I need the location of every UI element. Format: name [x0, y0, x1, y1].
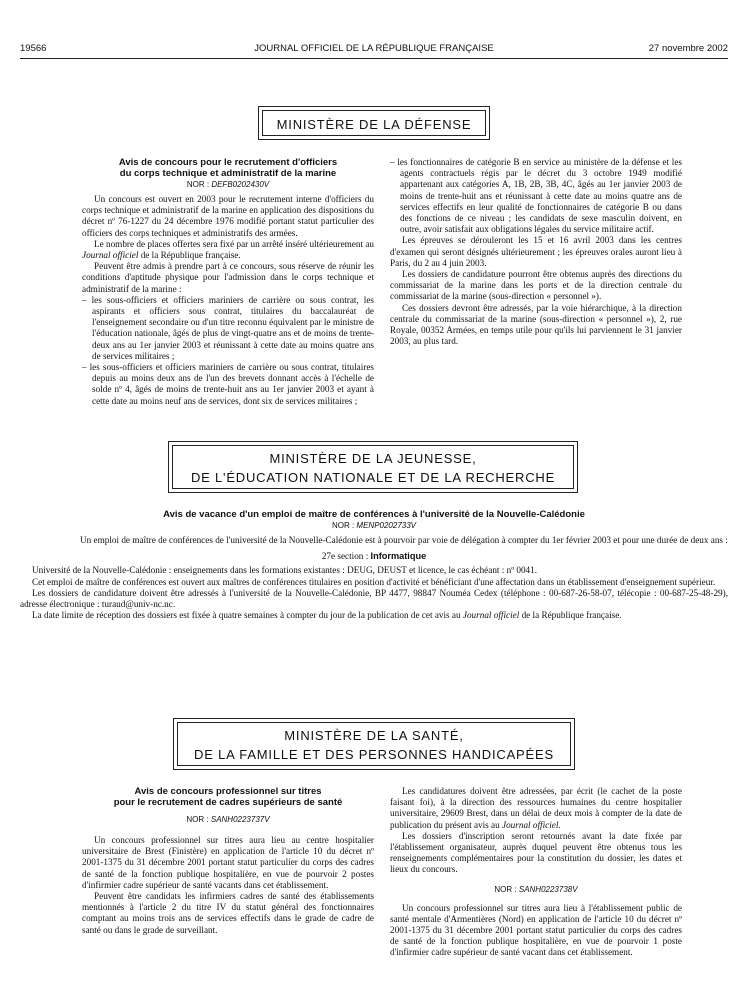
defense-paragraph: Le nombre de places offertes sera fixé par un arrêté inséré ultérieurement au Journal officiel de la République française.	[82, 238, 374, 261]
page-header	[20, 43, 728, 57]
defense-paragraph: Les épreuves se dérouleront les 15 et 16 avril 2003 dans les centres d'examen qui seront désignés ultérieurement ; les épreuves orales auront lieu à Paris, du 2 au 4 juin 2003.	[390, 235, 682, 268]
ministry-defense-box	[258, 106, 490, 140]
jeunesse-paragraph: Un emploi de maître de conférences de l'université de la Nouvelle-Calédonie est à pourvoir par voie de délégation à compter du 1er février 2003 et pour une durée de deux ans :	[80, 535, 728, 545]
sante-notice-title: Avis de concours professionnel sur titres pour le recrutement de cadres supérieurs de santé	[113, 786, 343, 808]
jeunesse-paragraph: Cet emploi de maître de conférences est ouvert aux maîtres de conférences titulaires en position d'activité et bénéficiant d'une affectation dans un établissement d'enseignement supérieur.	[32, 576, 716, 587]
ministry-jeunesse-title-line1: MINISTÈRE DE LA JEUNESSE,	[269, 451, 477, 466]
ministry-sante-title-line2: DE LA FAMILLE ET DES PERSONNES HANDICAPÉES	[194, 747, 554, 762]
defense-notice-title: Avis de concours pour le recrutement d'officiers du corps technique et administratif de la marine	[118, 157, 338, 179]
sante-paragraph: Un concours professionnel sur titres aura lieu à l'établissement public de santé mentale d'Armentières (Nord) en application de l'article 10 du décret nº 2001-1375 du 31 décembre 2001 portant statut particulier du corps des cadres de santé de la fonction publique hospitalière, en vue de pourvoir 1 poste d'infirmier cadre supérieur de santé vacant dans cet établissement.	[390, 902, 682, 958]
defense-column-right	[390, 157, 682, 347]
defense-column-left	[82, 157, 374, 406]
jeunesse-notice-title: Avis de vacance d'un emploi de maître de conférences à l'université de la Nouvelle-Calédonie	[163, 509, 585, 520]
defense-paragraph: Les dossiers de candidature pourront être obtenus auprès des directions du commissariat de la marine dans les ports et de la direction centrale du commissariat de la marine (sous-direction « personnel »).	[390, 269, 682, 302]
issue-date: 27 novembre 2002	[648, 43, 728, 54]
ministry-jeunesse-box	[168, 441, 578, 493]
defense-nor: NOR : DEFB0202430V	[186, 180, 270, 189]
jeunesse-section	[20, 509, 728, 621]
sante-nor: NOR : SANH0223737V	[186, 815, 270, 824]
journal-title: JOURNAL OFFICIEL DE LA RÉPUBLIQUE FRANÇAISE	[254, 43, 494, 54]
sante-nor-2: NOR : SANH0223738V	[494, 884, 578, 894]
ministry-defense-title: MINISTÈRE DE LA DÉFENSE	[276, 117, 472, 132]
sante-paragraph: Les candidatures doivent être adressées, par écrit (le cachet de la poste faisant foi), à la direction des ressources humaines du centre hospitalier universitaire, 29609 Brest, dans un délai de deux mois à compter de la date de publication du présent avis au Journal officiel.	[390, 786, 682, 830]
jeunesse-paragraph: La date limite de réception des dossiers est fixée à quatre semaines à compter du jour de la publication de cet avis au Journal officiel de la République française.	[32, 610, 622, 621]
jeunesse-section-heading: 27e section : Informatique	[321, 551, 427, 562]
sante-column-left	[82, 786, 374, 936]
sante-column-right	[390, 786, 682, 959]
defense-list-item: – les sous-officiers et officiers mariniers de carrière ou sous contrat, les aspirants et officiers sous contrat, titulaires du baccalauréat de l'enseignement secondaire ou d'un titre reconnu équivalent par le ministre de l'éducation nationale, âgés de plus de vingt-quatre ans et de moins de trente-deux ans au 1er janvier 2003 et réunissant à cette date au moins quatre ans de services militaires ;	[82, 294, 374, 361]
defense-list-item: – les fonctionnaires de catégorie B en service au ministère de la défense et les agents contractuels régis par le décret du 3 octobre 1949 modifié appartenant aux catégories A, 1B, 2B, 3B, 4C, âgés au 1er janvier 2003 de moins de trente-huit ans et réunissant à cette date au moins quatre ans de services effectifs en leur qualité de fonctionnaires de catégorie B ou dans des fonctions de ce niveau ; les candidats de sexe masculin doivent, en outre, avoir satisfait aux obligations légales du service militaire actif.	[390, 157, 682, 235]
defense-list-item: – les sous-officiers et officiers mariniers de carrière ou sous contrat, titulaires depuis au moins deux ans de l'un des brevets donnant accès à l'échelle de solde nº 4, âgés de moins de trente-huit ans au 1er janvier 2003 et ayant à cette date au moins neuf ans de services, dont six de services militaires ;	[82, 362, 374, 406]
jeunesse-nor: NOR : MENP0202733V	[331, 521, 417, 530]
page-number: 19566	[20, 43, 47, 54]
ministry-sante-box	[173, 718, 575, 770]
jeunesse-paragraph: Université de la Nouvelle-Calédonie : enseignements dans les formations existantes : DEUG, DEUST et licence, le cas échéant : nº 0041.	[32, 565, 538, 576]
ministry-sante-title-line1: MINISTÈRE DE LA SANTÉ,	[284, 728, 464, 743]
sante-paragraph: Les dossiers d'inscription seront retournés avant la date fixée par l'établissement organisateur, auprès duquel peuvent être obtenus tous les renseignements complémentaires pour la constitution du dossier, les dates et lieux du concours.	[390, 830, 682, 875]
sante-paragraph: Peuvent être candidats les infirmiers cadres de santé des établissements mentionnés à l'article 2 du titre IV du statut général des fonctionnaires comptant au moins trois ans de services effectifs dans le grade de cadre de santé ou dans le grade de surveillant.	[82, 891, 374, 935]
sante-paragraph: Un concours professionnel sur titres aura lieu au centre hospitalier universitaire de Brest (Finistère) en application de l'article 10 du décret nº 2001-1375 du 31 décembre 2001 portant statut particulier du corps des cadres de santé de la fonction publique hospitalière, en vue de pourvoir 2 postes d'infirmier cadre supérieur de santé vacants dans cet établissement.	[82, 835, 374, 890]
jeunesse-paragraph: Les dossiers de candidature doivent être adressés à l'université de la Nouvelle-Calédonie, BP 4477, 98847 Nouméa Cedex (téléphone : 00-687-26-58-07, télécopie : 00-687-25-48-29), adresse électronique : turaud@univ-nc.nc.	[20, 587, 728, 610]
header-rule	[20, 58, 728, 59]
ministry-jeunesse-title-line2: DE L'ÉDUCATION NATIONALE ET DE LA RECHERCHE	[190, 470, 556, 485]
defense-paragraph: Peuvent être admis à prendre part à ce concours, sous réserve de réunir les conditions d'aptitude physique pour l'admission dans le corps technique et administratif de la marine :	[82, 261, 374, 294]
defense-paragraph: Ces dossiers devront être adressés, par la voie hiérarchique, à la direction centrale du commissariat de la marine (sous-direction « personnel »), 2, rue Royale, 00352 Armées, en temps utile pour qu'ils lui parviennent le 31 janvier 2003, au plus tard.	[390, 302, 682, 347]
defense-paragraph: Un concours est ouvert en 2003 pour le recrutement interne d'officiers du corps technique et administratif de la marine en application des dispositions du décret nº 76-1227 du 24 décembre 1976 modifié portant statut particulier des officiers des corps techniques et administratifs des armées.	[82, 194, 374, 238]
